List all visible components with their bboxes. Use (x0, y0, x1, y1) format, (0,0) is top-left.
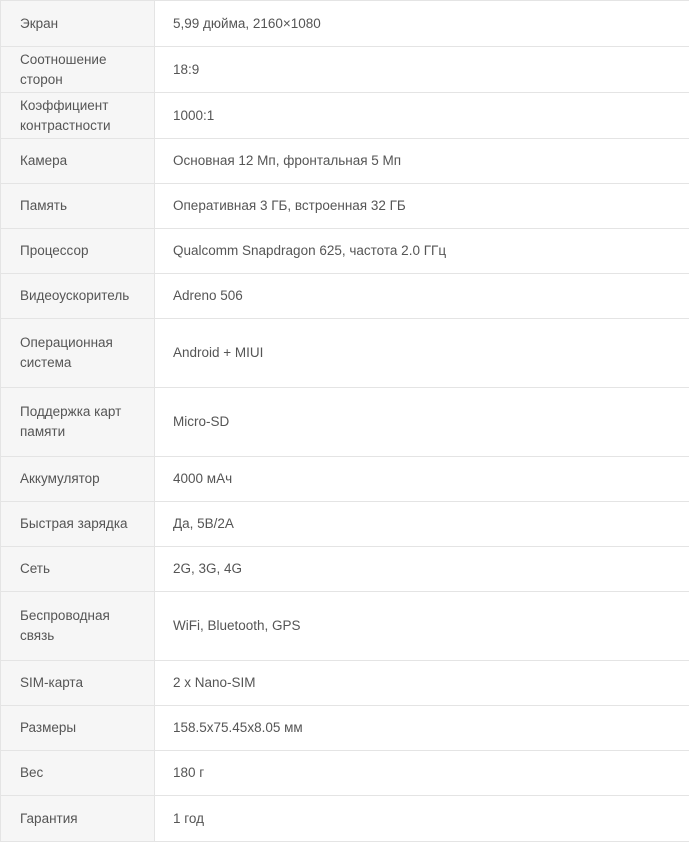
spec-row-wireless (1, 592, 689, 661)
spec-value: Оперативная 3 ГБ, встроенная 32 ГБ (155, 184, 689, 229)
spec-row-network (1, 547, 689, 592)
spec-label: SIM-карта (1, 661, 155, 706)
spec-row-warranty (1, 796, 689, 842)
spec-label: Размеры (1, 706, 155, 751)
spec-row-memory (1, 184, 689, 229)
spec-value: 18:9 (155, 47, 689, 93)
spec-value: Да, 5В/2А (155, 502, 689, 547)
spec-row-sim (1, 661, 689, 706)
spec-value: Qualcomm Snapdragon 625, частота 2.0 ГГц (155, 229, 689, 274)
spec-value: 1000:1 (155, 93, 689, 139)
spec-value: Adreno 506 (155, 274, 689, 319)
spec-row-battery (1, 457, 689, 502)
spec-row-gpu (1, 274, 689, 319)
spec-label: Операционная система (1, 319, 155, 388)
spec-value: 5,99 дюйма, 2160×1080 (155, 1, 689, 47)
spec-label: Процессор (1, 229, 155, 274)
spec-row-aspect-ratio (1, 47, 689, 93)
spec-label: Аккумулятор (1, 457, 155, 502)
spec-value: Micro-SD (155, 388, 689, 457)
spec-label: Гарантия (1, 796, 155, 842)
spec-value: WiFi, Bluetooth, GPS (155, 592, 689, 661)
spec-row-contrast (1, 93, 689, 139)
spec-value: 180 г (155, 751, 689, 796)
spec-label: Видеоускоритель (1, 274, 155, 319)
spec-row-weight (1, 751, 689, 796)
spec-value: Основная 12 Мп, фронтальная 5 Мп (155, 139, 689, 184)
spec-row-memory-cards (1, 388, 689, 457)
spec-row-dimensions (1, 706, 689, 751)
spec-value: 158.5x75.45x8.05 мм (155, 706, 689, 751)
spec-label: Коэффициент контрастности (1, 93, 155, 139)
spec-row-screen (1, 1, 689, 47)
spec-label: Беспроводная связь (1, 592, 155, 661)
spec-label: Камера (1, 139, 155, 184)
spec-label: Быстрая зарядка (1, 502, 155, 547)
spec-label: Соотношение сторон (1, 47, 155, 93)
spec-value: 2 x Nano-SIM (155, 661, 689, 706)
spec-value: Android + MIUI (155, 319, 689, 388)
specifications-table-body (1, 1, 689, 842)
spec-label: Экран (1, 1, 155, 47)
spec-label: Сеть (1, 547, 155, 592)
spec-value: 1 год (155, 796, 689, 842)
spec-row-camera (1, 139, 689, 184)
spec-value: 2G, 3G, 4G (155, 547, 689, 592)
spec-row-processor (1, 229, 689, 274)
spec-label: Вес (1, 751, 155, 796)
spec-row-fast-charging (1, 502, 689, 547)
spec-label: Память (1, 184, 155, 229)
spec-row-os (1, 319, 689, 388)
spec-label: Поддержка карт памяти (1, 388, 155, 457)
spec-value: 4000 мАч (155, 457, 689, 502)
